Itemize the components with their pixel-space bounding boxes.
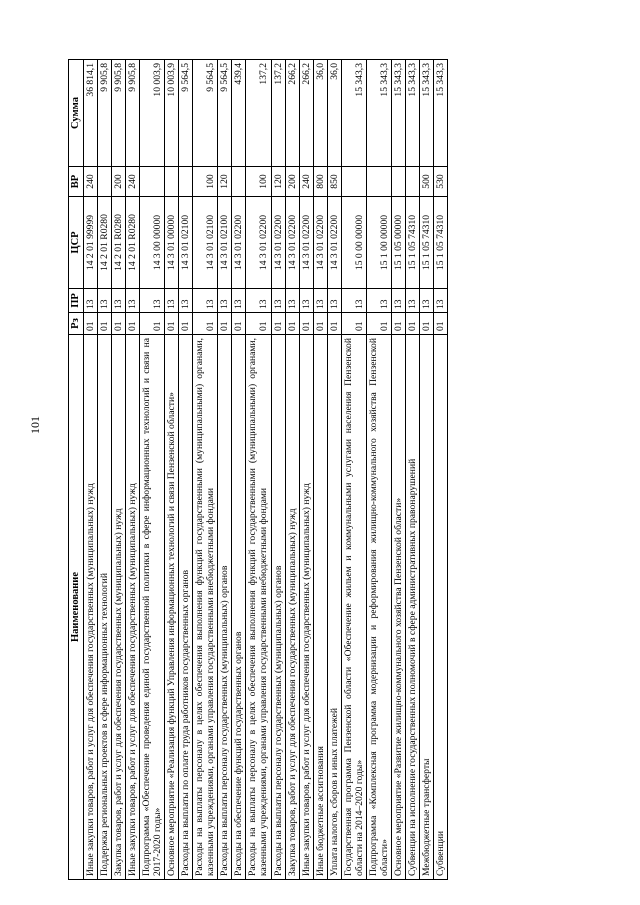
cell-pr: 13 xyxy=(193,289,218,313)
cell-name: Расходы на обеспечение функций государственных органов xyxy=(232,335,246,880)
cell-pr: 13 xyxy=(126,289,140,313)
cell-pr: 13 xyxy=(84,289,98,313)
header-name: Наименование xyxy=(69,335,84,880)
cell-vr: 100 xyxy=(246,167,271,197)
cell-vr: 240 xyxy=(299,167,313,197)
table-row xyxy=(193,60,218,880)
cell-name: Иные закупки товаров, работ и услуг для обеспечения государственных (муниципальных) нужд xyxy=(84,335,98,880)
cell-sum: 10 003,9 xyxy=(140,60,165,167)
cell-vr xyxy=(179,167,193,197)
table-row xyxy=(405,60,419,880)
cell-vr: 120 xyxy=(271,167,285,197)
cell-pr: 13 xyxy=(112,289,126,313)
cell-name: Основное мероприятие «Реализация функций Управления информационных технологий и связи Пензенской области» xyxy=(165,335,179,880)
cell-name: Расходы на выплаты персоналу в целях обеспечения выполнения функций государственными (муниципальными) органами, казенными учреждениями, органами управления государственными внебюджетными фондами xyxy=(246,335,271,880)
cell-pr: 13 xyxy=(165,289,179,313)
cell-rz: 01 xyxy=(140,313,165,335)
table-row xyxy=(232,60,246,880)
cell-csr: 15 1 05 00000 xyxy=(391,197,405,289)
table-row xyxy=(299,60,313,880)
cell-rz: 01 xyxy=(84,313,98,335)
cell-vr: 500 xyxy=(419,167,433,197)
cell-vr: 200 xyxy=(112,167,126,197)
table-row xyxy=(285,60,299,880)
cell-vr xyxy=(405,167,419,197)
cell-sum: 137,2 xyxy=(271,60,285,167)
cell-rz: 01 xyxy=(271,313,285,335)
cell-csr: 14 3 01 02200 xyxy=(299,197,313,289)
table-row xyxy=(327,60,341,880)
cell-rz: 01 xyxy=(165,313,179,335)
cell-rz: 01 xyxy=(419,313,433,335)
cell-csr: 15 1 00 00000 xyxy=(366,197,391,289)
cell-vr: 800 xyxy=(313,167,327,197)
cell-rz: 01 xyxy=(391,313,405,335)
cell-csr: 14 2 01 R0280 xyxy=(98,197,112,289)
cell-name: Расходы на выплаты персоналу государственных (муниципальных) органов xyxy=(218,335,232,880)
cell-vr: 850 xyxy=(327,167,341,197)
table-row xyxy=(179,60,193,880)
cell-csr: 14 3 01 02100 xyxy=(179,197,193,289)
cell-csr: 15 1 05 74310 xyxy=(419,197,433,289)
cell-vr: 120 xyxy=(218,167,232,197)
cell-name: Межбюджетные трансферты xyxy=(419,335,433,880)
cell-name: Подпрограмма «Обеспечение проведения единой государственной политики в сфере информационных технологий и связи на 2017-2020 годы» xyxy=(140,335,165,880)
cell-pr: 13 xyxy=(433,289,447,313)
cell-pr: 13 xyxy=(232,289,246,313)
cell-vr xyxy=(391,167,405,197)
cell-pr: 13 xyxy=(405,289,419,313)
cell-csr: 15 0 00 00000 xyxy=(341,197,366,289)
cell-csr: 14 3 01 02200 xyxy=(232,197,246,289)
table-row xyxy=(341,60,366,880)
cell-csr: 14 3 01 00000 xyxy=(165,197,179,289)
cell-rz: 01 xyxy=(246,313,271,335)
cell-name: Государственная программа Пензенской области «Обеспечение жильем и коммунальными услугами населения Пензенской области на 2014–2020 годы» xyxy=(341,335,366,880)
cell-csr: 14 3 01 02200 xyxy=(327,197,341,289)
cell-rz: 01 xyxy=(98,313,112,335)
cell-csr: 14 3 01 02100 xyxy=(218,197,232,289)
table-row xyxy=(140,60,165,880)
cell-name: Уплата налогов, сборов и иных платежей xyxy=(327,335,341,880)
cell-pr: 13 xyxy=(218,289,232,313)
cell-csr: 14 3 00 00000 xyxy=(140,197,165,289)
cell-name: Основное мероприятие «Развитие жилищно-коммунального хозяйства Пензенской области» xyxy=(391,335,405,880)
cell-vr xyxy=(232,167,246,197)
cell-sum: 439,4 xyxy=(232,60,246,167)
table-row xyxy=(391,60,405,880)
table-row xyxy=(419,60,433,880)
cell-pr: 13 xyxy=(98,289,112,313)
table-row xyxy=(366,60,391,880)
cell-rz: 01 xyxy=(218,313,232,335)
table-row xyxy=(246,60,271,880)
cell-sum: 9 905,8 xyxy=(126,60,140,167)
cell-vr xyxy=(165,167,179,197)
page-number: 101 xyxy=(28,416,42,434)
cell-pr: 13 xyxy=(327,289,341,313)
cell-sum: 9 564,5 xyxy=(179,60,193,167)
cell-csr: 15 1 05 74310 xyxy=(405,197,419,289)
cell-vr: 240 xyxy=(126,167,140,197)
cell-vr xyxy=(366,167,391,197)
cell-name: Поддержка региональных проектов в сфере информационных технологий xyxy=(98,335,112,880)
cell-csr: 14 3 01 02200 xyxy=(271,197,285,289)
cell-rz: 01 xyxy=(327,313,341,335)
cell-pr: 13 xyxy=(419,289,433,313)
cell-sum: 15 343,3 xyxy=(341,60,366,167)
cell-rz: 01 xyxy=(313,313,327,335)
cell-name: Субвенции xyxy=(433,335,447,880)
cell-csr: 14 2 01 R0280 xyxy=(112,197,126,289)
table-row xyxy=(126,60,140,880)
cell-sum: 15 343,3 xyxy=(433,60,447,167)
header-rz: Рз xyxy=(69,313,84,335)
cell-sum: 15 343,3 xyxy=(391,60,405,167)
cell-pr: 13 xyxy=(285,289,299,313)
table-row xyxy=(112,60,126,880)
cell-pr: 13 xyxy=(391,289,405,313)
cell-vr: 100 xyxy=(193,167,218,197)
cell-sum: 36,0 xyxy=(313,60,327,167)
cell-pr: 13 xyxy=(313,289,327,313)
cell-vr xyxy=(140,167,165,197)
cell-sum: 36 814,1 xyxy=(84,60,98,167)
cell-rz: 01 xyxy=(285,313,299,335)
cell-rz: 01 xyxy=(112,313,126,335)
table-row xyxy=(313,60,327,880)
cell-rz: 01 xyxy=(193,313,218,335)
cell-sum: 9 564,5 xyxy=(193,60,218,167)
cell-name: Подпрограмма «Комплексная программа модернизации и реформирования жилищно-коммунального хозяйства Пензенской области» xyxy=(366,335,391,880)
cell-sum: 137,2 xyxy=(246,60,271,167)
table-row xyxy=(98,60,112,880)
cell-csr: 15 1 05 74310 xyxy=(433,197,447,289)
cell-csr: 14 3 01 02100 xyxy=(193,197,218,289)
cell-vr xyxy=(98,167,112,197)
cell-vr: 530 xyxy=(433,167,447,197)
table-header-row xyxy=(69,60,84,880)
cell-name: Иные закупки товаров, работ и услуг для обеспечения государственных (муниципальных) нужд xyxy=(299,335,313,880)
cell-name: Закупка товаров, работ и услуг для обеспечения государственных (муниципальных) нужд xyxy=(285,335,299,880)
cell-rz: 01 xyxy=(299,313,313,335)
table-row xyxy=(218,60,232,880)
cell-vr: 240 xyxy=(84,167,98,197)
cell-sum: 266,2 xyxy=(299,60,313,167)
cell-name: Расходы на выплаты персоналу в целях обеспечения выполнения функций государственными (муниципальными) органами, казенными учреждениями, органами управления государственными внебюджетными фондами xyxy=(193,335,218,880)
table-row xyxy=(271,60,285,880)
cell-csr: 14 2 01 99999 xyxy=(84,197,98,289)
cell-sum: 36,0 xyxy=(327,60,341,167)
cell-sum: 15 343,3 xyxy=(419,60,433,167)
cell-sum: 10 003,9 xyxy=(165,60,179,167)
cell-sum: 266,2 xyxy=(285,60,299,167)
cell-name: Иные закупки товаров, работ и услуг для обеспечения государственных (муниципальных) нужд xyxy=(126,335,140,880)
rotated-table-container xyxy=(68,60,448,880)
cell-csr: 14 3 01 02200 xyxy=(246,197,271,289)
budget-table xyxy=(68,59,448,880)
cell-rz: 01 xyxy=(232,313,246,335)
cell-csr: 14 2 01 R0280 xyxy=(126,197,140,289)
cell-name: Субвенции на исполнение государственных полномочий в сфере административных правонарушений xyxy=(405,335,419,880)
cell-pr: 13 xyxy=(140,289,165,313)
cell-rz: 01 xyxy=(341,313,366,335)
cell-pr: 13 xyxy=(299,289,313,313)
cell-pr: 13 xyxy=(341,289,366,313)
cell-csr: 14 3 01 02200 xyxy=(285,197,299,289)
cell-name: Закупка товаров, работ и услуг для обеспечения государственных (муниципальных) нужд xyxy=(112,335,126,880)
cell-sum: 15 343,3 xyxy=(405,60,419,167)
cell-sum: 9 905,8 xyxy=(98,60,112,167)
cell-sum: 9 905,8 xyxy=(112,60,126,167)
cell-pr: 13 xyxy=(271,289,285,313)
cell-sum: 15 343,3 xyxy=(366,60,391,167)
cell-vr xyxy=(341,167,366,197)
header-vr: ВР xyxy=(69,167,84,197)
cell-csr: 14 3 01 02200 xyxy=(313,197,327,289)
cell-pr: 13 xyxy=(366,289,391,313)
header-csr: ЦСР xyxy=(69,197,84,289)
cell-rz: 01 xyxy=(179,313,193,335)
cell-rz: 01 xyxy=(433,313,447,335)
cell-vr: 200 xyxy=(285,167,299,197)
cell-rz: 01 xyxy=(405,313,419,335)
table-row xyxy=(165,60,179,880)
cell-name: Расходы на выплаты персоналу государственных (муниципальных) органов xyxy=(271,335,285,880)
cell-pr: 13 xyxy=(246,289,271,313)
cell-rz: 01 xyxy=(126,313,140,335)
cell-sum: 9 564,5 xyxy=(218,60,232,167)
table-row xyxy=(84,60,98,880)
cell-pr: 13 xyxy=(179,289,193,313)
table-row xyxy=(433,60,447,880)
cell-rz: 01 xyxy=(366,313,391,335)
cell-name: Расходы на выплаты по оплате труда работников государственных органов xyxy=(179,335,193,880)
header-sum: Сумма xyxy=(69,60,84,167)
header-pr: ПР xyxy=(69,289,84,313)
cell-name: Иные бюджетные ассигнования xyxy=(313,335,327,880)
